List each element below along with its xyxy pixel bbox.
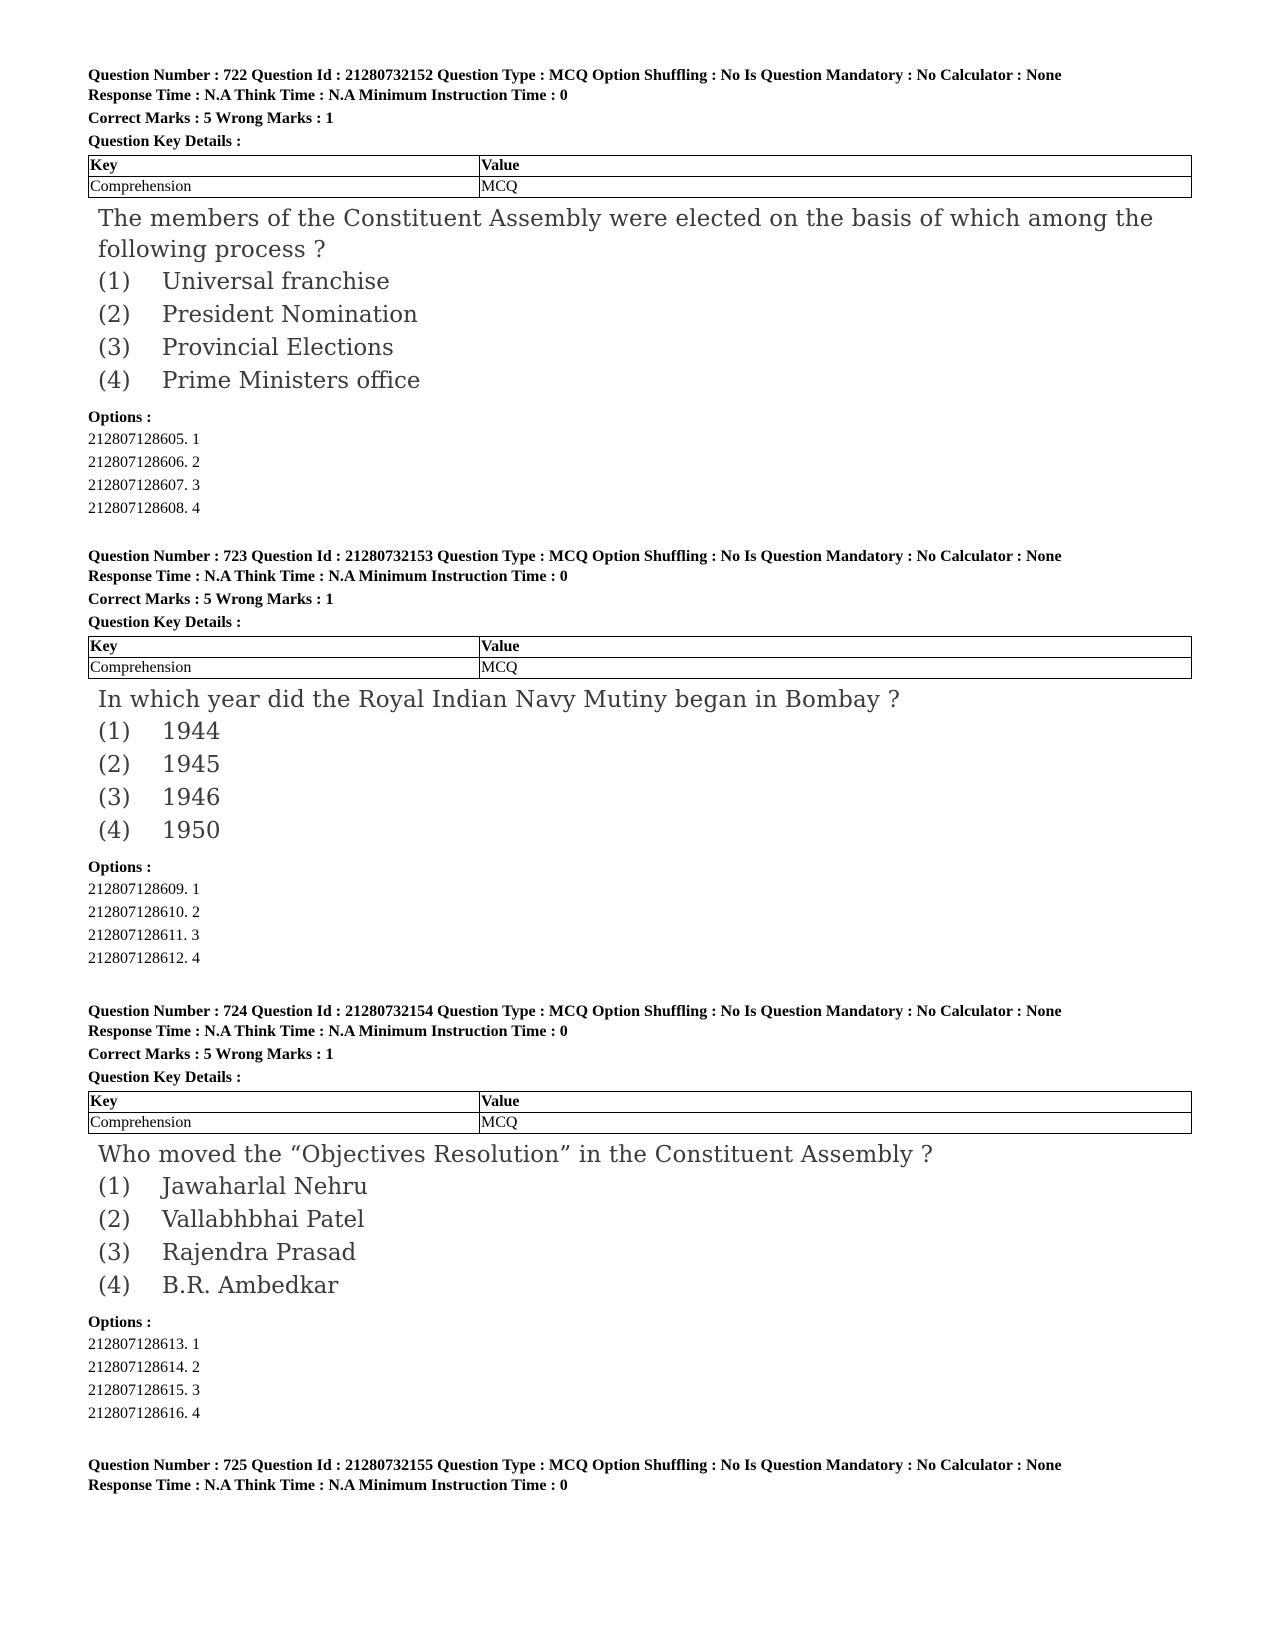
- question-marks: Correct Marks : 5 Wrong Marks : 1: [88, 110, 334, 127]
- choice-number: (1): [98, 719, 131, 745]
- question-meta-line: Question Number : 724 Question Id : 21280732154 Question Type : MCQ Option Shuffling : No Is Question Mandatory : No Calculator : None: [88, 1003, 1062, 1020]
- option-id: 212807128615. 3: [88, 1382, 200, 1399]
- question-key-table: [88, 1091, 1192, 1134]
- key-header: Key: [89, 637, 480, 658]
- value-cell: MCQ: [480, 658, 1192, 679]
- answer-choice: [98, 266, 1198, 299]
- options-label: Options :: [88, 1314, 152, 1331]
- choice-number: (2): [98, 1207, 131, 1233]
- choice-text: Jawaharlal Nehru: [162, 1174, 368, 1200]
- choice-text: Rajendra Prasad: [162, 1240, 357, 1266]
- question-timing-line: Response Time : N.A Think Time : N.A Minimum Instruction Time : 0: [88, 87, 568, 104]
- option-id: 212807128612. 4: [88, 950, 200, 967]
- question-key-table: [88, 636, 1192, 679]
- key-header: Key: [89, 156, 480, 177]
- option-id: 212807128613. 1: [88, 1336, 200, 1353]
- question-key-details-label: Question Key Details :: [88, 614, 242, 631]
- choice-number: (4): [98, 368, 131, 394]
- question-timing-line: Response Time : N.A Think Time : N.A Minimum Instruction Time : 0: [88, 1023, 568, 1040]
- option-id: 212807128614. 2: [88, 1359, 200, 1376]
- choice-text: Provincial Elections: [162, 335, 394, 361]
- choice-text: 1950: [162, 818, 221, 844]
- value-header: Value: [480, 1092, 1192, 1113]
- value-cell: MCQ: [480, 1113, 1192, 1134]
- value-cell: MCQ: [480, 177, 1192, 198]
- option-id: 212807128608. 4: [88, 500, 200, 517]
- option-id: 212807128607. 3: [88, 477, 200, 494]
- choice-text: Universal franchise: [162, 269, 390, 295]
- choice-number: (1): [98, 269, 131, 295]
- question-key-details-label: Question Key Details :: [88, 1069, 242, 1086]
- question-block: [88, 1456, 1198, 1496]
- question-meta-line: Question Number : 722 Question Id : 21280732152 Question Type : MCQ Option Shuffling : No Is Question Mandatory : No Calculator : None: [88, 67, 1062, 84]
- key-cell: Comprehension: [89, 1113, 480, 1134]
- question-meta-line: Question Number : 725 Question Id : 21280732155 Question Type : MCQ Option Shuffling : No Is Question Mandatory : No Calculator : None: [88, 1457, 1062, 1474]
- choice-text: 1944: [162, 719, 221, 745]
- choice-text: Vallabhbhai Patel: [162, 1207, 365, 1233]
- answer-choice: [98, 1270, 1198, 1303]
- answer-choice: [98, 1171, 1198, 1204]
- answer-choice: [98, 716, 1198, 749]
- answer-choice: [98, 782, 1198, 815]
- question-key-details-label: Question Key Details :: [88, 133, 242, 150]
- choice-text: 1946: [162, 785, 221, 811]
- option-id: 212807128616. 4: [88, 1405, 200, 1422]
- key-header: Key: [89, 1092, 480, 1113]
- question-block: [88, 547, 1198, 970]
- choice-text: Prime Ministers office: [162, 368, 421, 394]
- options-label: Options :: [88, 859, 152, 876]
- answer-choice: [98, 299, 1198, 332]
- key-cell: Comprehension: [89, 177, 480, 198]
- value-header: Value: [480, 637, 1192, 658]
- choice-number: (3): [98, 785, 131, 811]
- choice-number: (2): [98, 302, 131, 328]
- choice-number: (2): [98, 752, 131, 778]
- key-cell: Comprehension: [89, 658, 480, 679]
- option-id: 212807128606. 2: [88, 454, 200, 471]
- choice-number: (3): [98, 1240, 131, 1266]
- choice-text: President Nomination: [162, 302, 418, 328]
- question-block: [88, 66, 1198, 520]
- answer-choice: [98, 1237, 1198, 1270]
- question-marks: Correct Marks : 5 Wrong Marks : 1: [88, 591, 334, 608]
- question-meta-line: Question Number : 723 Question Id : 21280732153 Question Type : MCQ Option Shuffling : No Is Question Mandatory : No Calculator : None: [88, 548, 1062, 565]
- choice-text: B.R. Ambedkar: [162, 1273, 339, 1299]
- option-id: 212807128605. 1: [88, 431, 200, 448]
- choice-number: (1): [98, 1174, 131, 1200]
- choice-text: 1945: [162, 752, 221, 778]
- option-id: 212807128611. 3: [88, 927, 200, 944]
- choice-number: (4): [98, 818, 131, 844]
- answer-choice: [98, 1204, 1198, 1237]
- question-stem: The members of the Constituent Assembly were elected on the basis of which among the following process ?: [98, 206, 1154, 263]
- answer-choice: [98, 332, 1198, 365]
- question-key-table: [88, 155, 1192, 198]
- answer-choice: [98, 749, 1198, 782]
- answer-choice: [98, 815, 1198, 848]
- question-stem: Who moved the “Objectives Resolution” in the Constituent Assembly ?: [98, 1142, 934, 1168]
- choice-number: (3): [98, 335, 131, 361]
- options-label: Options :: [88, 409, 152, 426]
- answer-choice: [98, 365, 1198, 398]
- option-id: 212807128610. 2: [88, 904, 200, 921]
- question-marks: Correct Marks : 5 Wrong Marks : 1: [88, 1046, 334, 1063]
- question-timing-line: Response Time : N.A Think Time : N.A Minimum Instruction Time : 0: [88, 568, 568, 585]
- choice-number: (4): [98, 1273, 131, 1299]
- question-stem: In which year did the Royal Indian Navy Mutiny began in Bombay ?: [98, 687, 901, 713]
- option-id: 212807128609. 1: [88, 881, 200, 898]
- question-block: [88, 1002, 1198, 1425]
- value-header: Value: [480, 156, 1192, 177]
- question-timing-line: Response Time : N.A Think Time : N.A Minimum Instruction Time : 0: [88, 1477, 568, 1494]
